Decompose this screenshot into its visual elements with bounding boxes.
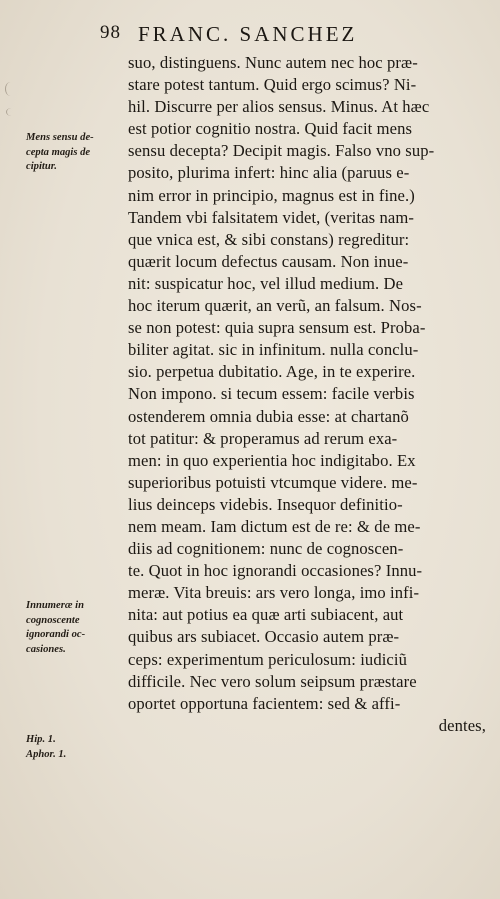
text-line: sensu decepta? Decipit magis. Falso vno sup-: [128, 141, 435, 161]
body-text: [128, 52, 490, 737]
text-line: posito, plurima infert: hinc alia (paruus e-: [128, 163, 410, 183]
running-head: FRANC. SANCHEZ: [138, 22, 358, 46]
marginal-note-line: Innumeræ in: [26, 600, 84, 611]
text-line: lius deinceps videbis. Insequor definitio-: [128, 494, 403, 514]
text-line: suo, distinguens. Nunc autem nec hoc præ-: [128, 53, 418, 72]
marginal-note-line: cipitur.: [26, 161, 57, 172]
text-line: meræ. Vita breuis: ars vero longa, imo infi-: [128, 583, 420, 603]
text-line: tot patitur: & properamus ad rerum exa-: [128, 428, 398, 448]
text-line: superioribus potuisti vtcumque videre. me-: [128, 472, 418, 492]
marginal-note-line: Aphor. 1.: [26, 748, 67, 760]
text-line: que vnica est, & sibi constans) regreditur:: [128, 229, 410, 249]
text-line: Non impono. si tecum essem: facile verbis: [128, 384, 415, 404]
marginal-note-line: Hip. 1.: [26, 734, 56, 745]
text-line: hil. Discurre per alios sensus. Minus. At hæc: [128, 97, 430, 117]
page-header: [100, 22, 480, 50]
text-line: nit: suspicatur hoc, vel illud medium. De: [128, 273, 404, 293]
text-line: quibus ars subiacet. Occasio autem præ-: [128, 627, 400, 647]
text-line: ceps: experimentum periculosum: iudiciũ: [128, 649, 408, 669]
marginal-note-line: Mens sensu de-: [26, 132, 94, 143]
text-line: est potior cognitio nostra. Quid facit mens: [128, 119, 413, 139]
text-line: biliter agitat. sic in infinitum. nulla conclu-: [128, 340, 419, 360]
text-line: nita: aut potius ea quæ arti subiacent, aut: [128, 605, 404, 625]
page-number: 98: [100, 22, 121, 43]
marginal-note-line: casiones.: [26, 643, 66, 655]
marginal-note-line: cognoscente: [26, 614, 80, 626]
text-line: diis ad cognitionem: nunc de cognoscen-: [128, 539, 404, 559]
text-line: oportet opportuna facientem: sed & affi-: [128, 693, 401, 713]
marginal-note-hippocrates: [26, 733, 66, 762]
text-line: quærit locum defectus causam. Non inue-: [128, 251, 409, 271]
catchword: dentes,: [438, 715, 486, 735]
text-line: se non potest: quia supra sensum est. Proba-: [128, 318, 426, 338]
text-line: hoc iterum quærit, an verũ, an falsum. Nos-: [128, 296, 422, 316]
text-line: stare potest tantum. Quid ergo scimus? Ni-: [128, 75, 417, 95]
marginal-note-innumerae: [26, 599, 85, 657]
text-line: difficile. Nec vero solum seipsum præstare: [128, 671, 417, 691]
marginal-note-mens-decepta: [26, 131, 94, 175]
margin-ink-mark: [5, 82, 16, 96]
text-line: nem meam. Iam dictum est de re: & de me-: [128, 516, 421, 536]
text-line: nim error in principio, magnus est in fine.): [128, 185, 415, 205]
text-line: ostenderem omnia dubia esse: at chartanõ: [128, 406, 409, 426]
marginal-note-line: cepta magis de: [26, 146, 91, 158]
marginal-note-line: ignorandi oc-: [26, 629, 86, 640]
text-line: te. Quot in hoc ignorandi occasiones? Innu-: [128, 561, 423, 581]
margin-ink-mark: [6, 108, 17, 116]
text-line: sio. perpetua dubitatio. Age, in te experire.: [128, 362, 416, 382]
text-line: men: in quo experientia hoc indigitabo. Ex: [128, 450, 416, 470]
text-line: Tandem vbi falsitatem videt, (veritas nam-: [128, 207, 414, 227]
